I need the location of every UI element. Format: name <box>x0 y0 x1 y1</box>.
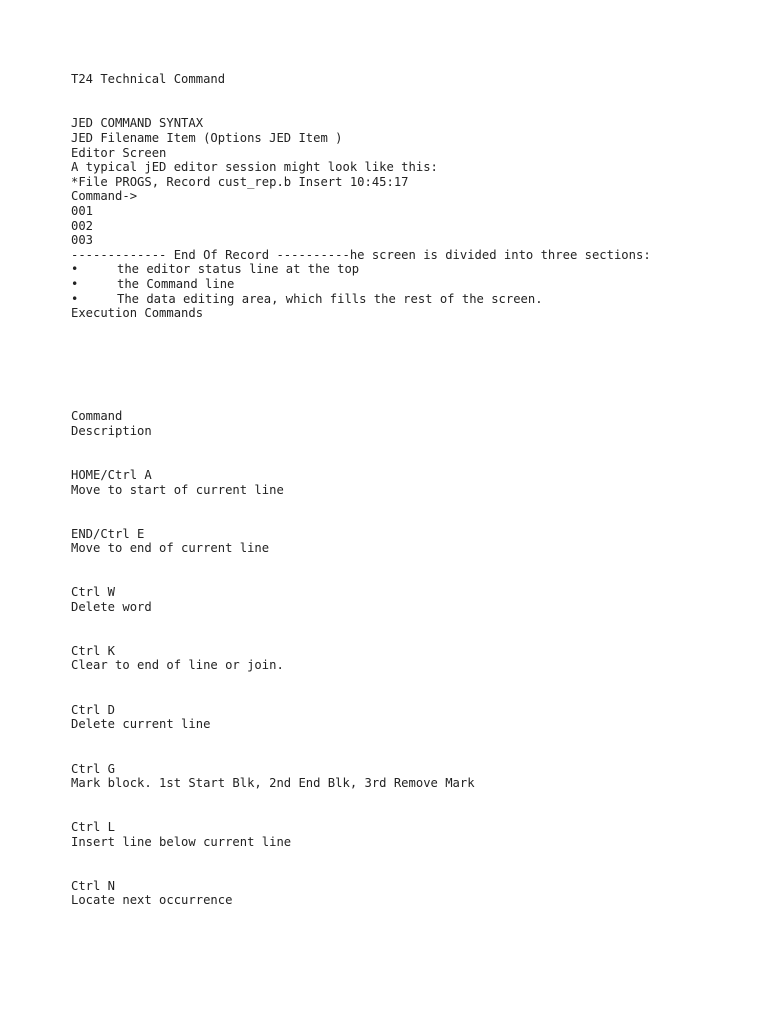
command-key: HOME/Ctrl A <box>71 468 152 482</box>
command-description: Clear to end of line or join. <box>71 658 284 672</box>
execution-commands-heading: Execution Commands <box>71 306 204 320</box>
command-key: END/Ctrl E <box>71 527 145 541</box>
command-key: Ctrl L <box>71 820 116 834</box>
command-key: Ctrl N <box>71 879 116 893</box>
bullet-text: the Command line <box>117 277 235 291</box>
command-description: Delete current line <box>71 717 211 731</box>
editor-screen-label: Editor Screen <box>71 146 167 160</box>
end-of-record-line: ------------- End Of Record ----------he screen is divided into three sections: <box>71 248 651 262</box>
line-number: 001 <box>71 204 94 218</box>
status-line-example: *File PROGS, Record cust_rep.b Insert 10:45:17 <box>71 175 409 189</box>
bullet-icon: • <box>71 277 79 291</box>
command-description: Move to start of current line <box>71 483 284 497</box>
bullet-text: The data editing area, which fills the rest of the screen. <box>117 292 543 306</box>
bullet-icon: • <box>71 262 79 276</box>
bullet-text: the editor status line at the top <box>117 262 360 276</box>
line-number: 003 <box>71 233 94 247</box>
bullet-icon: • <box>71 292 79 306</box>
command-key: Ctrl W <box>71 585 116 599</box>
bullet-item <box>71 277 234 292</box>
command-key: Ctrl D <box>71 703 116 717</box>
typical-session-text: A typical jED editor session might look like this: <box>71 160 438 174</box>
section-heading: JED COMMAND SYNTAX <box>71 116 204 130</box>
command-key: Ctrl G <box>71 762 116 776</box>
command-description: Move to end of current line <box>71 541 270 555</box>
bullet-item <box>71 262 359 277</box>
command-key: Ctrl K <box>71 644 116 658</box>
command-description: Mark block. 1st Start Blk, 2nd End Blk, 3rd Remove Mark <box>71 776 475 790</box>
command-prompt: Command-> <box>71 189 138 203</box>
column-header-command: Command <box>71 409 123 423</box>
document-title: T24 Technical Command <box>71 72 226 86</box>
syntax-line: JED Filename Item (Options JED Item ) <box>71 131 343 145</box>
line-number: 002 <box>71 219 94 233</box>
command-description: Insert line below current line <box>71 835 292 849</box>
bullet-item <box>71 292 543 307</box>
command-description: Delete word <box>71 600 152 614</box>
column-header-description: Description <box>71 424 152 438</box>
command-description: Locate next occurrence <box>71 893 233 907</box>
